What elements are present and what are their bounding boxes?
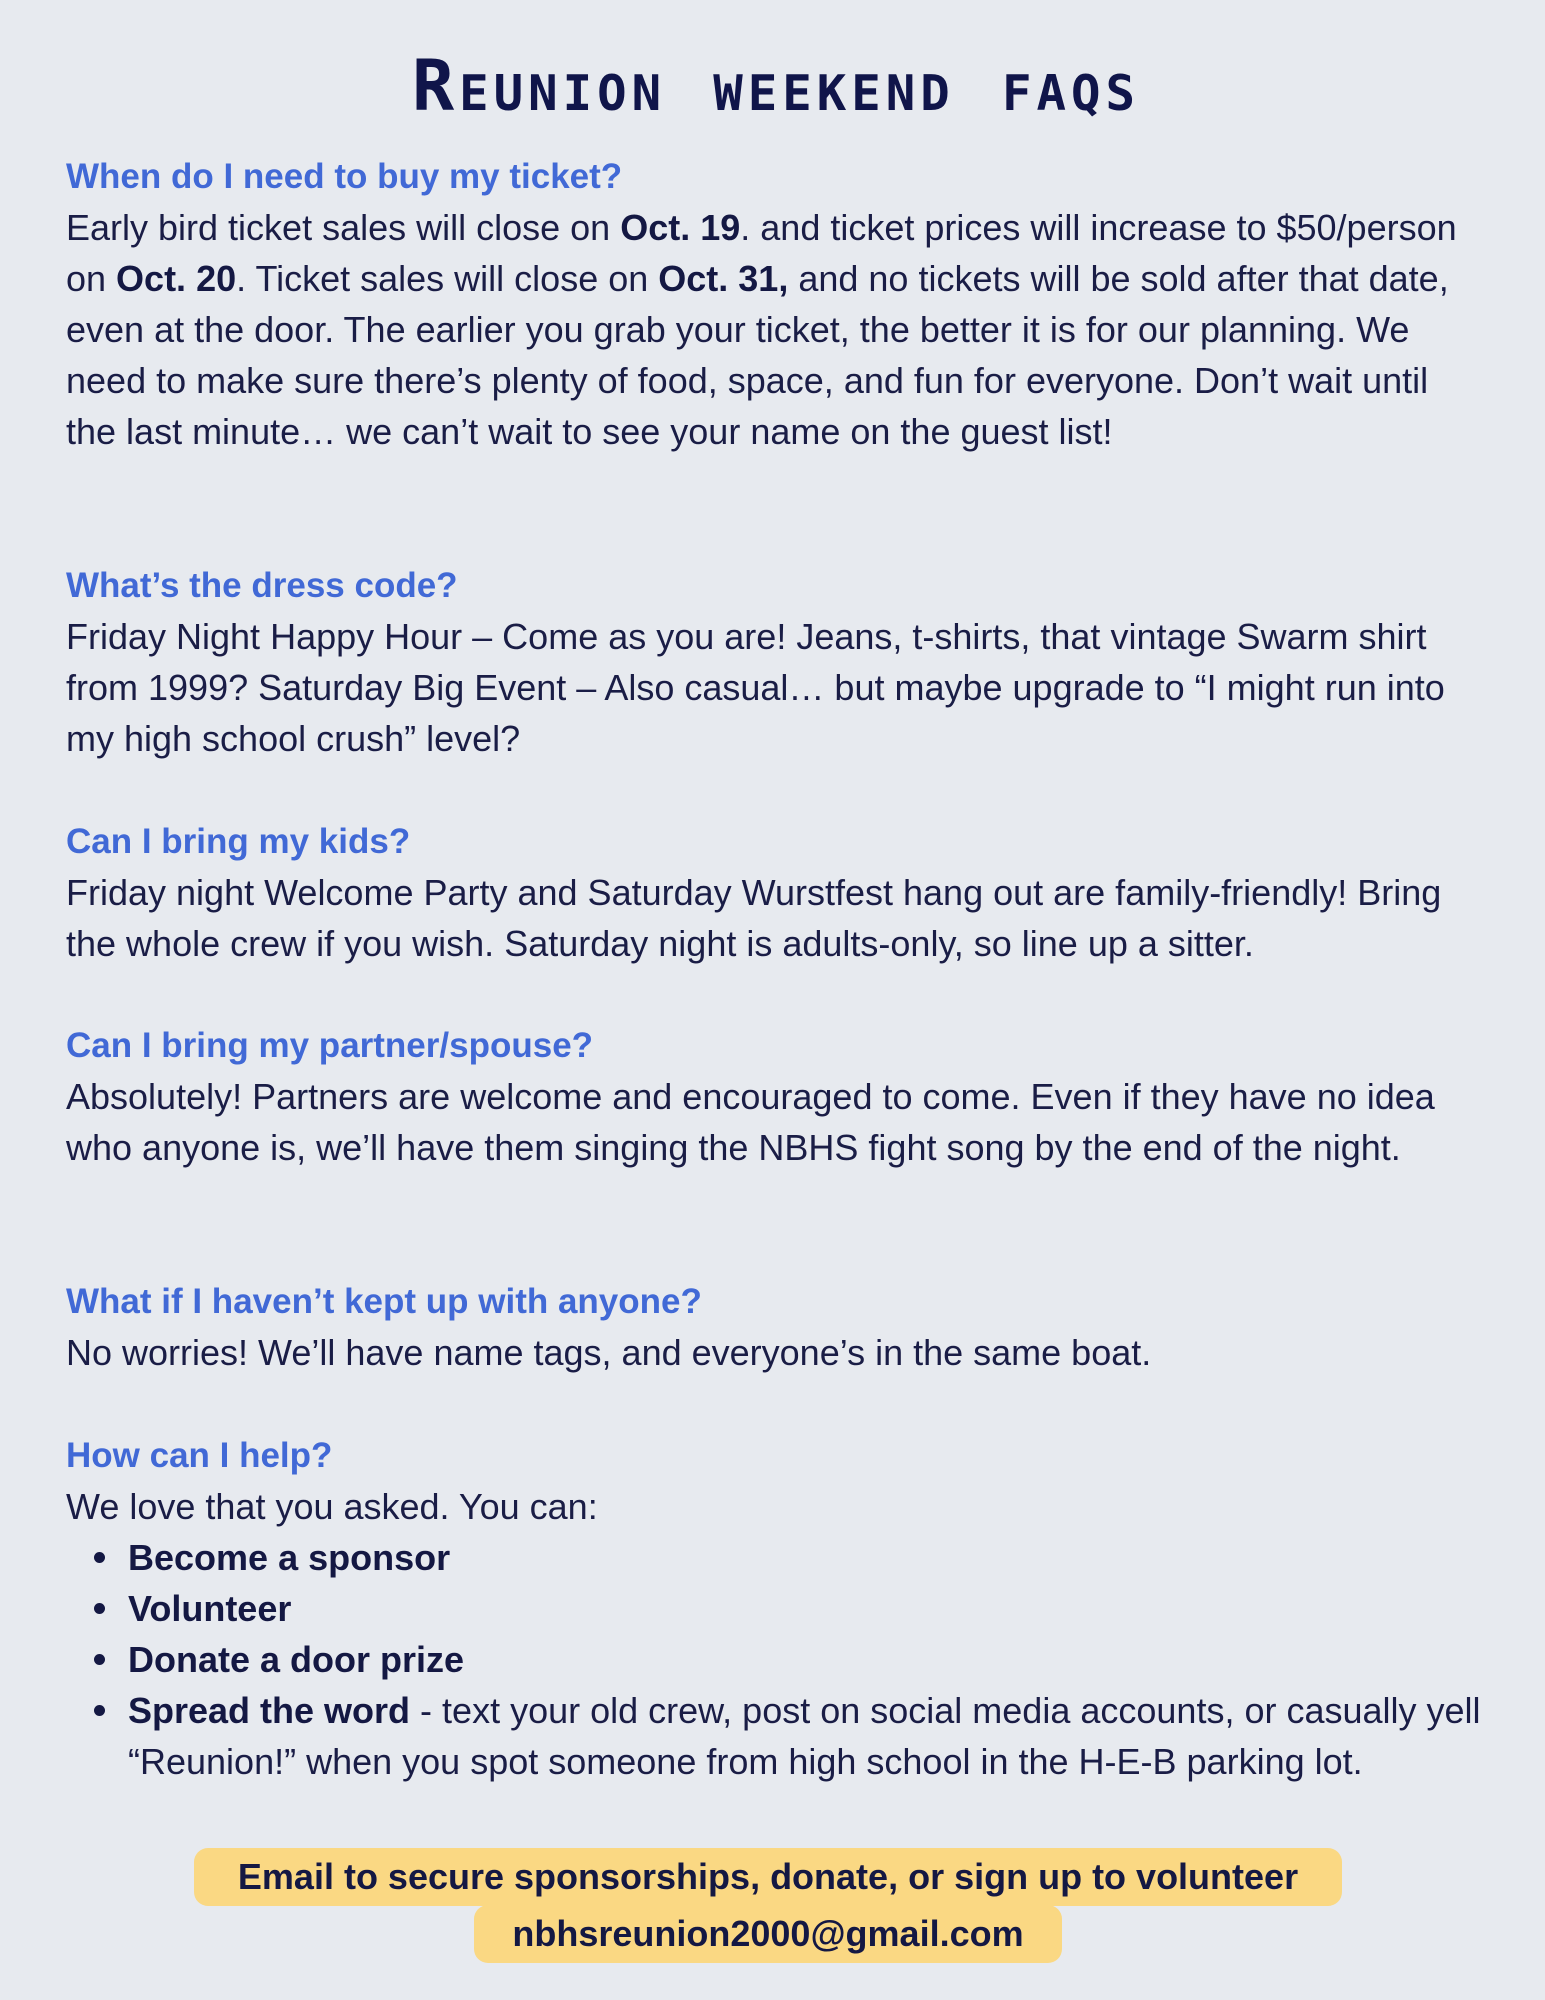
help-list — [66, 1532, 1486, 1787]
faq-answer: No worries! We’ll have name tags, and everyone’s in the same boat. — [66, 1332, 1152, 1373]
faq-item-catching-up — [66, 1276, 1486, 1378]
faq-question: What’s the dress code? — [66, 566, 458, 605]
bullet-icon — [94, 1705, 105, 1716]
faq-question: When do I need to buy my ticket? — [66, 157, 623, 196]
faq-question: What if I haven’t kept up with anyone? — [66, 1282, 702, 1321]
bullet-icon — [94, 1603, 105, 1614]
page-title: Reunion weekend faqs — [412, 45, 1140, 127]
faq-question: Can I bring my kids? — [66, 822, 411, 861]
list-item-text: - text your old crew, post on social media accounts, or casually yell “Reunion!” when you spot someone from high school in the H-E-B parking lot. — [128, 1690, 1481, 1782]
bullet-icon — [94, 1552, 105, 1563]
answer-date: Oct. 19 — [620, 207, 741, 248]
list-item — [128, 1685, 1486, 1787]
list-item-bold: Volunteer — [128, 1588, 292, 1629]
faq-item-partner — [66, 1020, 1486, 1173]
contact-email-link[interactable]: nbhsreunion2000@gmail.com — [474, 1905, 1062, 1963]
faq-item-dress-code — [66, 560, 1486, 764]
faq-item-help — [66, 1430, 1486, 1787]
faq-page — [66, 0, 1486, 1782]
bullet-icon — [94, 1654, 105, 1665]
faq-question: How can I help? — [66, 1436, 333, 1475]
cta-banner: Email to secure sponsorships, donate, or sign up to volunteer — [194, 1848, 1342, 1906]
faq-item-kids — [66, 816, 1486, 969]
list-item — [128, 1634, 1486, 1685]
faq-question: Can I bring my partner/spouse? — [66, 1026, 594, 1065]
answer-date: Oct. 31, — [658, 258, 789, 299]
faq-answer: We love that you asked. You can: — [66, 1486, 598, 1527]
faq-answer: Friday night Welcome Party and Saturday Wurstfest hang out are family-friendly! Bring the whole crew if you wish. Saturday night is adults-only, so line up a sitter. — [66, 872, 1442, 964]
faq-answer: Friday Night Happy Hour – Come as you are! Jeans, t-shirts, that vintage Swarm shirt from 1999? Saturday Big Event – Also casual… but maybe upgrade to “I might run into my high school crush” level? — [66, 616, 1445, 759]
faq-item-ticket — [66, 151, 1486, 457]
answer-date: Oct. 20 — [116, 258, 237, 299]
list-item — [128, 1532, 1486, 1583]
answer-text: and no tickets will be sold after that date, even at the door. The earlier you grab your ticket, the better it is for our planning. We need to make sure there’s plenty of food, space, and fun for everyone. Don’t wait until the last minute… we can’t wait to see your name on the guest list! — [66, 258, 1449, 452]
answer-text: . and ticket prices will increase to $50/person on — [66, 207, 1457, 299]
answer-text: . Ticket sales will close on — [236, 258, 659, 299]
list-item-bold: Become a sponsor — [128, 1537, 451, 1578]
faq-answer: Absolutely! Partners are welcome and encouraged to come. Even if they have no idea who anyone is, we’ll have them singing the NBHS fight song by the end of the night. — [66, 1076, 1435, 1168]
list-item-bold: Spread the word — [128, 1690, 411, 1731]
faq-answer — [66, 202, 1486, 457]
list-item-bold: Donate a door prize — [128, 1639, 465, 1680]
list-item — [128, 1583, 1486, 1634]
answer-text: Early bird ticket sales will close on — [66, 207, 621, 248]
